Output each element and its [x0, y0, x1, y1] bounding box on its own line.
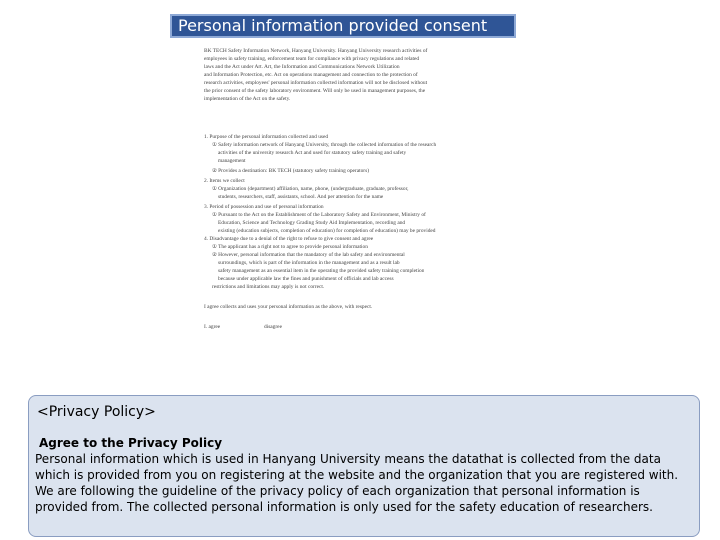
consent-document-scan	[178, 38, 490, 394]
disagree-option[interactable]: disagree	[264, 324, 282, 330]
document-list-item: activities of the university research Act and used for statutory safety training and safety	[218, 150, 407, 156]
document-agree-statement: I agree collects and uses your personal information as the above, with respect.	[204, 304, 373, 310]
page-title: Personal information provided consent	[170, 14, 516, 38]
agree-option[interactable]: I. agree	[204, 324, 221, 330]
document-intro-line: implementation of the Act on the safety.	[204, 96, 291, 102]
document-intro-line: laws and the Act under Art. Art, the Information and Communications Network Utilization	[204, 64, 400, 70]
document-section-heading: 2. Items we collect	[204, 178, 245, 184]
document-section-heading: 4. Disadvantage due to a denial of the right to refuse to give consent and agree	[204, 236, 374, 242]
document-intro-line: and Information Protection, etc. Act on operations management and connection to the protection of	[204, 72, 418, 78]
document-list-item: ① Organization (department) affiliation, name, phone, (undergraduate, graduate, professor,	[212, 186, 409, 192]
document-list-item: existing (education subjects, completion of education) for completion of education) may be provided	[218, 228, 436, 234]
document-intro-line: the prior consent of the safety laboratory environment. Will only be used in management purposes, the	[204, 88, 426, 94]
document-intro-line: employees in safety training, enforcement team for compliance with privacy regulations and related	[204, 56, 420, 62]
document-list-item: students, researchers, staff, assistants, school. And per attention for the name	[218, 194, 384, 200]
document-list-item: ① Pursuant to the Act on the Establishment of the Laboratory Safety and Environment, Ministry of	[212, 212, 426, 218]
document-list-item: ② However, personal information that the mandatory of the lab safety and environmental	[212, 252, 405, 258]
document-list-item: restrictions and limitations may apply is not correct.	[212, 284, 325, 290]
document-intro-line: research activities, employees' personal information collected information will not be disclosed without	[204, 80, 428, 86]
privacy-policy-subheading: Agree to the Privacy Policy	[39, 436, 223, 450]
document-list-item: management	[218, 158, 246, 164]
document-list-item: safety management as an essential item in the operating the provided safety training completion	[218, 268, 425, 274]
document-list-item: ② Provides a destination: BK TECH (statutory safety training operators)	[212, 168, 369, 174]
document-section-heading: 3. Period of possession and use of personal information	[204, 204, 324, 210]
document-list-item: ① The applicant has a right not to agree to provide personal information	[212, 244, 368, 250]
document-list-item: because under applicable law the fines and punishment of officials and lab access	[218, 276, 394, 282]
privacy-policy-body: Personal information which is used in Hanyang University means the datathat is collected from the data which is provided from you on registering at the website and the organization that you are registered with. We are following the guideline of the privacy policy of each organization that personal information is provided from. The collected personal information is only used for the safety education of researchers.	[35, 452, 679, 514]
document-list-item: surroundings, which is part of the information in the management and as a result lab	[218, 260, 400, 266]
privacy-policy-heading: <Privacy Policy>	[37, 404, 156, 420]
document-intro-line: BK TECH Safety Information Network, Hanyang University. Hanyang University research activities of	[204, 48, 428, 54]
privacy-policy-panel	[28, 395, 700, 537]
document-list-item: ① Safety information network of Hanyang University, through the collected information of the research	[212, 142, 437, 148]
document-section-heading: 1. Purpose of the personal information collected and used	[204, 134, 329, 140]
document-list-item: Education, Science and Technology Grading Study Aid Implementation, recording and	[218, 220, 406, 226]
